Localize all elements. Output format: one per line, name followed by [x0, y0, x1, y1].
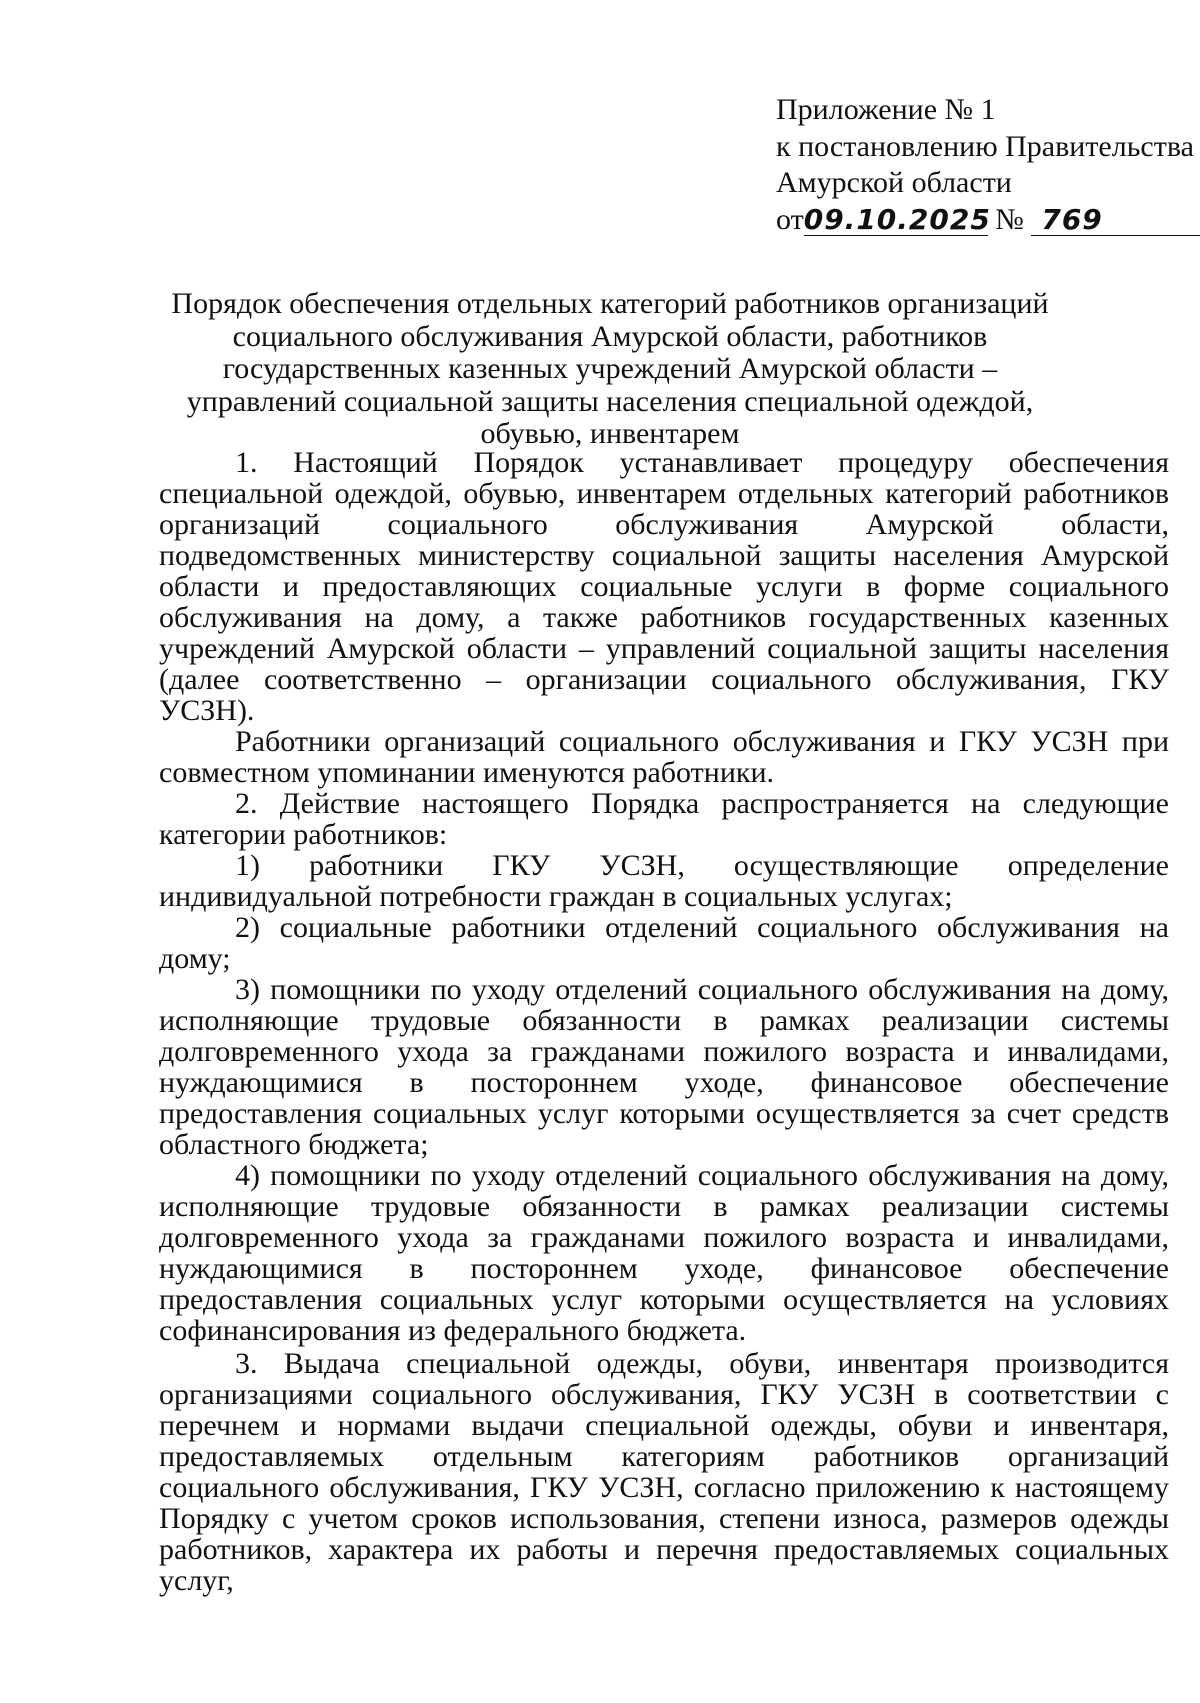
paragraph-3: 3. Выдача специальной одежды, обуви, инвентаря производится организациями социального обслуживания, ГКУ УСЗН в соответствии с перечнем и нормами выдачи специальной одежды, обуви и инвентаря, предоставляемых отдельным категориям работников организаций социального обслуживания, ГКУ УСЗН, согласно приложению к настоящему Порядку с учетом сроков использования, степени износа, размеров одежды работников, характера их работы и перечня предоставляемых социальных услуг,: [159, 1347, 1169, 1597]
paragraph-1-note: Работники организаций социального обслуживания и ГКУ УСЗН при совместном упоминании именуются работники.: [159, 725, 1169, 789]
list-item-2: 2) социальные работники отделений социального обслуживания на дому;: [159, 911, 1169, 975]
appendix-date-line: [776, 202, 1196, 239]
date-prefix: от: [776, 202, 804, 236]
document-body: [159, 447, 1169, 1596]
list-item-1: 1) работники ГКУ УСЗН, осуществляющие определение индивидуальной потребности граждан в социальных услугах;: [159, 849, 1169, 913]
appendix-decree-ref: к постановлению Правительства: [776, 129, 1194, 163]
appendix-number: Приложение № 1: [776, 93, 996, 126]
list-item-4: 4) помощники по уходу отделений социального обслуживания на дому, исполняющие трудовые обязанности в рамках реализации системы долговременного ухода за гражданами пожилого возраста и инвалидами, нуждающимися в постороннем уходе, финансовое обеспечение предоставления социальных услуг которыми осуществляется на условиях софинансирования из федерального бюджета.: [159, 1159, 1169, 1347]
document-title: Порядок обеспечения отдельных категорий работников организаций социального обслуживания Амурской области, работников государственных казенных учреждений Амурской области – управлений социальной защиты населения специальной одеждой, обувью, инвентарем: [171, 287, 1049, 450]
appendix-header: [776, 92, 1196, 238]
date-field: [803, 202, 991, 236]
paragraph-1: 1. Настоящий Порядок устанавливает процедуру обеспечения специальной одеждой, обувью, инвентарем отдельных категорий работников организаций социального обслуживания Амурской области, подведомственных министерству социальной защиты населения Амурской области и предоставляющих социальные услуги в форме социального обслуживания на дому, а также работников государственных казенных учреждений Амурской области – управлений социальной защиты населения (далее соответственно – организации социального обслуживания, ГКУ УСЗН).: [159, 446, 1169, 727]
handwritten-number: 769: [1041, 202, 1103, 236]
handwritten-date: 09.10.2025: [803, 202, 991, 236]
appendix-region: Амурской области: [776, 166, 1012, 199]
number-field: [1031, 202, 1200, 236]
paragraph-2: 2. Действие настоящего Порядка распространяется на следующие категории работников:: [159, 787, 1169, 851]
list-item-3: 3) помощники по уходу отделений социального обслуживания на дому, исполняющие трудовые обязанности в рамках реализации системы долговременного ухода за гражданами пожилого возраста и инвалидами, нуждающимися в постороннем уходе, финансовое обеспечение предоставления социальных услуг которыми осуществляется за счет средств областного бюджета;: [159, 973, 1169, 1161]
number-prefix: №: [995, 202, 1024, 236]
